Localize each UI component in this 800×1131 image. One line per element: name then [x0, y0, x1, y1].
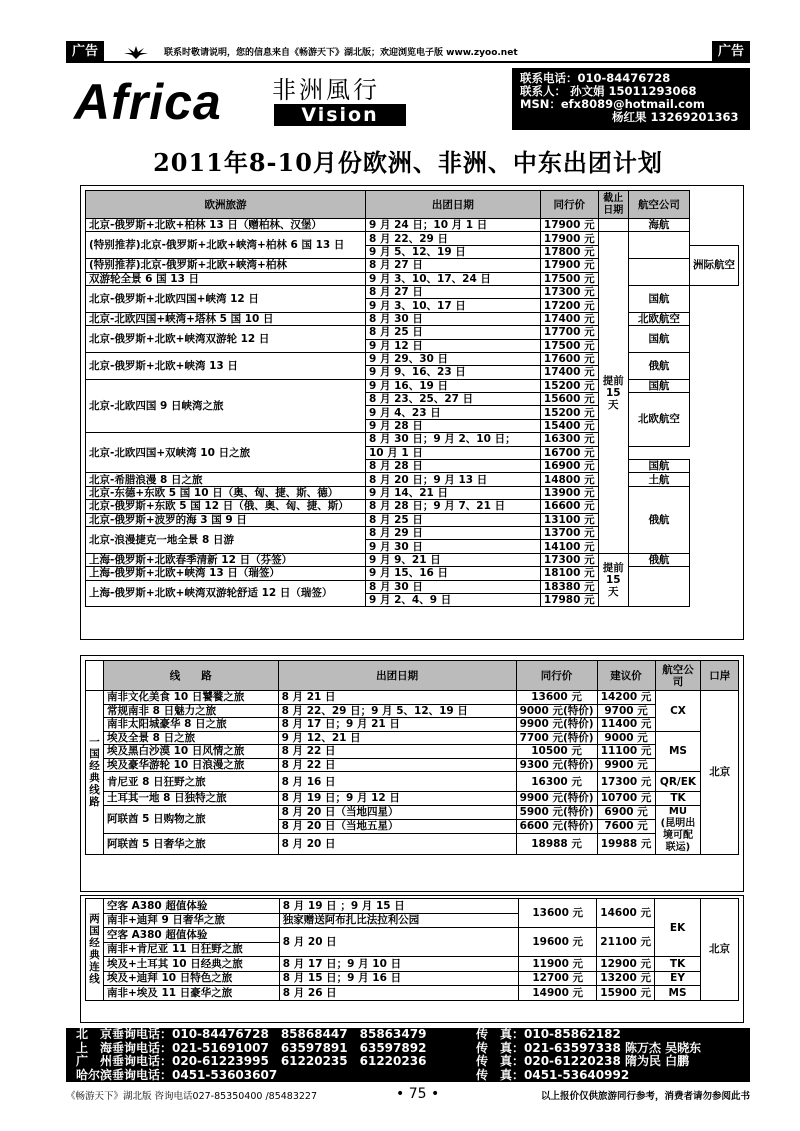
footer-left-text: 《畅游天下》湖北版 咨询电话027-85350400 /85483227: [66, 1091, 318, 1102]
price-cell: 18380 元: [540, 580, 598, 593]
europe-table: [85, 190, 739, 607]
page-footer: [66, 1086, 750, 1102]
hotline-row: [76, 1069, 740, 1083]
hotline-phone: 哈尔滨垂询电话：0451-53603607: [76, 1067, 278, 1082]
suggested-price-cell: 9700 元: [597, 704, 655, 718]
date-cell: 8 月 28 日: [366, 460, 541, 473]
price-cell: 15200 元: [540, 406, 598, 419]
table-row: [86, 486, 739, 499]
table-row: [86, 232, 739, 245]
table-row: [86, 567, 739, 580]
date-cell: 9 月 15、16 日: [366, 567, 541, 580]
route-cell: 埃及黑白沙漠 10 日风情之旅: [103, 745, 278, 759]
airline-cell: [628, 567, 689, 607]
africa-logo-text: Africa: [74, 74, 222, 130]
price-cell: 16900 元: [540, 460, 598, 473]
table-row: [86, 285, 739, 298]
hotline-bar: [66, 1028, 750, 1082]
route-cell: 上海-俄罗斯+北欧+峡湾双游轮舒适 12 日（瑞签）: [86, 580, 366, 607]
price-cell: 14900 元: [519, 986, 597, 1001]
date-cell: 8 月 22、29 日；9 月 5、12、19 日: [278, 704, 516, 718]
hotline-fax: 传 真：010-85862182: [476, 1027, 621, 1041]
hotline-row: [76, 1042, 740, 1056]
date-cell: 8 月 26 日: [279, 986, 518, 1001]
date-cell: 8 月 29 日: [366, 526, 541, 539]
price-cell: 14800 元: [540, 473, 598, 486]
table-row: [86, 219, 739, 232]
price-cell: 16300 元: [540, 433, 598, 446]
contact-line: 联系电话：010-84476728: [520, 71, 671, 85]
table-row: [86, 986, 739, 1001]
col-header: 同行价: [540, 191, 598, 219]
route-cell: 空客 A380 超值体验: [103, 899, 279, 914]
date-cell: 9 月 9、21 日: [366, 553, 541, 566]
table-row: [86, 352, 739, 365]
hotline-fax: 传 真：020-61220238 隋为民 白鹏: [476, 1054, 690, 1068]
airline-cell: 土航: [628, 473, 689, 486]
airline-cell: 北欧航空: [628, 312, 689, 325]
airline-cell: MS: [655, 986, 701, 1001]
table-row: [86, 731, 739, 745]
airline-cell: 海航: [628, 219, 689, 232]
contact-line: MSN：efx8089@hotmail.com: [520, 97, 705, 111]
table-row: [86, 758, 739, 772]
table-row: [86, 971, 739, 986]
europe-table-frame: [80, 185, 744, 640]
route-cell: 南非+迪拜 9 日奢华之旅: [103, 913, 279, 928]
airline-cell: EK: [655, 899, 701, 957]
price-cell: 17900 元: [540, 219, 598, 232]
col-header: 欧洲旅游: [86, 191, 366, 219]
airline-cell: TK: [655, 792, 701, 806]
hotline-phone: 广 州垂询电话：020-61223995 61220235 61220236: [76, 1054, 427, 1068]
airline-cell: [628, 232, 689, 259]
suggested-price-cell: 11100 元: [597, 745, 655, 759]
route-cell: 南非+埃及 11 日豪华之旅: [103, 986, 279, 1001]
price-cell: 13700 元: [540, 526, 598, 539]
suggested-price-cell: 14600 元: [597, 899, 655, 928]
hotline-phone: 上 海垂询电话：021-51691007 63597891 63597892: [76, 1040, 427, 1055]
col-header: 航空公司: [655, 661, 701, 691]
route-cell: (特别推荐)北京-俄罗斯+北欧+峡湾+柏林 6 国 13 日: [86, 232, 366, 259]
table-row: [86, 772, 739, 792]
hotline-row: [76, 1055, 740, 1069]
date-cell: 9 月 12、21 日: [278, 731, 516, 745]
route-cell: 北京-浪漫捷克一地全景 8 日游: [86, 526, 366, 553]
top-banner-strip: [66, 41, 750, 63]
category-label: 一国经典线路: [86, 691, 104, 855]
price-cell: 6600 元(特价): [516, 819, 597, 833]
contact-line: 联系人： 孙文娟 15011293068: [520, 84, 697, 98]
africa-table-frame: [80, 655, 744, 892]
date-cell: 8 月 25 日: [366, 326, 541, 339]
date-cell: 8 月 27 日: [366, 259, 541, 272]
table-row: [86, 473, 739, 486]
col-header: 建议价: [597, 661, 655, 691]
table-row: [86, 833, 739, 854]
airline-cell: MU (昆明出境可配联运): [655, 805, 701, 854]
date-cell: 8 月 21 日: [278, 691, 516, 705]
suggested-price-cell: 10700 元: [597, 792, 655, 806]
date-cell: 9 月 30 日: [366, 540, 541, 553]
route-cell: 常规南非 8 日魅力之旅: [103, 704, 278, 718]
date-cell: 9 月 9、16、23 日: [366, 366, 541, 379]
suggested-price-cell: 12900 元: [597, 957, 655, 972]
date-cell: 8 月 17 日；9 月 21 日: [278, 718, 516, 732]
airline-cell: 洲际航空: [690, 245, 739, 285]
table-row: [86, 957, 739, 972]
route-cell: 阿联酋 5 日奢华之旅: [103, 833, 278, 854]
price-cell: 17300 元: [540, 553, 598, 566]
price-cell: 17900 元: [540, 259, 598, 272]
price-cell: 19600 元: [519, 928, 597, 957]
price-cell: 18988 元: [516, 833, 597, 854]
route-cell: 南非太阳城豪华 8 日之旅: [103, 718, 278, 732]
route-cell: 双游轮全景 6 国 13 日: [86, 272, 366, 285]
hotline-fax: 传 真：0451-53640992: [476, 1067, 630, 1082]
suggested-price-cell: 11400 元: [597, 718, 655, 732]
airline-cell: 俄航: [628, 553, 689, 566]
date-cell: 10 月 1 日: [366, 446, 541, 459]
col-header: 出团日期: [366, 191, 541, 219]
price-cell: 17400 元: [540, 312, 598, 325]
port-cell: 北京: [701, 899, 739, 1001]
price-cell: 17600 元: [540, 352, 598, 365]
date-cell: 8 月 22、29 日: [366, 232, 541, 245]
price-cell: 5900 元(特价): [516, 805, 597, 819]
date-cell: 9 月 14、21 日: [366, 486, 541, 499]
date-cell: 9 月 3、10、17 日: [366, 299, 541, 312]
airline-cell: 国航: [628, 460, 689, 473]
airline-cell: EY: [655, 971, 701, 986]
price-cell: 17400 元: [540, 366, 598, 379]
price-cell: 16300 元: [516, 772, 597, 792]
route-cell: 北京-北欧四国+峡湾+塔林 5 国 10 日: [86, 312, 366, 325]
africa-vision-ad: [66, 68, 750, 132]
table-row: [86, 312, 739, 325]
route-cell: (特别推荐)北京-俄罗斯+北欧+峡湾+柏林: [86, 259, 366, 272]
hotline-fax: 传 真：021-63597338 陈万杰 吴晓东: [476, 1040, 702, 1055]
route-cell: 埃及+土耳其 10 日经典之旅: [103, 957, 279, 972]
date-cell: 8 月 20 日（当地四星）: [278, 805, 516, 819]
date-cell: 8 月 22 日: [278, 745, 516, 759]
vision-logo-text: Vision: [274, 104, 406, 126]
route-cell: 北京-俄罗斯+波罗的海 3 国 9 日: [86, 513, 366, 526]
date-cell: 9 月 12 日: [366, 339, 541, 352]
date-note-cell: 独家赠送阿布扎比法拉利公园: [279, 913, 518, 928]
suggested-price-cell: 13200 元: [597, 971, 655, 986]
date-cell: 9 月 28 日: [366, 419, 541, 432]
brand-chinese-name: 非洲風行: [272, 76, 380, 104]
price-cell: 9300 元(特价): [516, 758, 597, 772]
table-row: [86, 792, 739, 806]
airline-cell: 国航: [628, 379, 689, 392]
price-cell: 17200 元: [540, 299, 598, 312]
table-row: [86, 326, 739, 339]
table-row: [86, 928, 739, 943]
table-row: [86, 718, 739, 732]
route-cell: 上海-俄罗斯+北欧春季清新 12 日（芬签）: [86, 553, 366, 566]
ad-tag-right: 广告: [712, 41, 750, 63]
ad-tag-left: 广告: [66, 41, 104, 63]
price-cell: 12700 元: [519, 971, 597, 986]
table-row: [86, 805, 739, 819]
table-row: [86, 259, 739, 272]
route-cell: 北京-希腊浪漫 8 日之旅: [86, 473, 366, 486]
airline-cell: 俄航: [628, 352, 689, 379]
route-cell: 埃及+迪拜 10 日特色之旅: [103, 971, 279, 986]
price-cell: 9900 元(特价): [516, 718, 597, 732]
date-cell: 9 月 3、10、17、24 日: [366, 272, 541, 285]
contact-box: [512, 68, 750, 130]
airline-cell: 国航: [628, 326, 689, 353]
hotline-phone: 北 京垂询电话：010-84476728 85868447 85863479: [76, 1027, 427, 1041]
date-cell: 8 月 23、25、27 日: [366, 393, 541, 406]
price-cell: 17980 元: [540, 593, 598, 606]
table-row: [86, 553, 739, 566]
route-cell: 土耳其一地 8 日独特之旅: [103, 792, 278, 806]
table-row: [86, 704, 739, 718]
date-cell: 9 月 2、4、9 日: [366, 593, 541, 606]
price-cell: 11900 元: [519, 957, 597, 972]
date-cell: 8 月 25 日: [366, 513, 541, 526]
table-row: [86, 691, 739, 705]
price-cell: 17500 元: [540, 272, 598, 285]
route-cell: 肯尼亚 8 日狂野之旅: [103, 772, 278, 792]
price-cell: 18100 元: [540, 567, 598, 580]
route-cell: 北京-俄罗斯+北欧+柏林 13 日（赠柏林、汉堡）: [86, 219, 366, 232]
date-cell: 8 月 19 日 ；9 月 15 日: [279, 899, 518, 914]
date-cell: 8 月 20 日（当地五星）: [278, 819, 516, 833]
price-cell: 13600 元: [516, 691, 597, 705]
date-cell: 8 月 27 日: [366, 285, 541, 298]
category-label: 两国经典连线: [86, 899, 104, 1001]
route-cell: 南非+肯尼亚 11 日狂野之旅: [103, 942, 279, 957]
price-cell: 16600 元: [540, 500, 598, 513]
suggested-price-cell: 19988 元: [597, 833, 655, 854]
page-number: • 75 •: [396, 1086, 440, 1102]
col-header: 线 路: [103, 661, 278, 691]
col-header: 航空公司: [628, 191, 689, 219]
table-row: [86, 899, 739, 914]
route-cell: 北京-俄罗斯+北欧四国+峡湾 12 日: [86, 285, 366, 312]
contact-line: 杨红果 13269201363: [612, 110, 739, 124]
route-cell: 埃及全景 8 日之旅: [103, 731, 278, 745]
price-cell: 16700 元: [540, 446, 598, 459]
date-cell: 8 月 20 日: [278, 833, 516, 854]
price-cell: 10500 元: [516, 745, 597, 759]
route-cell: 上海-俄罗斯+北欧+峡湾 13 日（瑞签）: [86, 567, 366, 580]
price-cell: 9900 元(特价): [516, 792, 597, 806]
date-cell: 8 月 30 日: [366, 312, 541, 325]
route-cell: 埃及豪华游轮 10 日浪漫之旅: [103, 758, 278, 772]
route-cell: 北京-北欧四国+双峡湾 10 日之旅: [86, 433, 366, 473]
date-cell: 8 月 19 日；9 月 12 日: [278, 792, 516, 806]
africa-table: [85, 660, 739, 855]
airline-cell: 俄航: [628, 486, 689, 553]
date-cell: 9 月 16、19 日: [366, 379, 541, 392]
airline-cell: 国航: [628, 285, 689, 312]
deadline-cell: 提前15天: [598, 553, 628, 607]
suggested-price-cell: 6900 元: [597, 805, 655, 819]
route-cell: 南非文化美食 10 日饕餮之旅: [103, 691, 278, 705]
table-row: [86, 379, 739, 392]
col-header: 同行价: [516, 661, 597, 691]
date-cell: 9 月 29、30 日: [366, 352, 541, 365]
price-cell: 17800 元: [540, 245, 598, 258]
table-row: [86, 745, 739, 759]
col-header: 口岸: [701, 661, 739, 691]
price-cell: 13900 元: [540, 486, 598, 499]
airline-cell: CX: [655, 691, 701, 732]
date-cell: 8 月 30 日: [366, 580, 541, 593]
publication-logo-icon: [114, 44, 158, 60]
price-cell: 17900 元: [540, 232, 598, 245]
airline-cell: MS: [655, 731, 701, 772]
two-country-table: [85, 898, 739, 1001]
route-cell: 北京-俄罗斯+东欧 5 国 12 日（俄、奥、匈、捷、斯）: [86, 500, 366, 513]
route-cell: 北京-东德+东欧 5 国 10 日（奥、匈、捷、斯、德）: [86, 486, 366, 499]
price-cell: 17500 元: [540, 339, 598, 352]
airline-cell: QR/EK: [655, 772, 701, 792]
price-cell: 15400 元: [540, 419, 598, 432]
suggested-price-cell: 7600 元: [597, 819, 655, 833]
date-cell: 8 月 20 日；9 月 13 日: [366, 473, 541, 486]
date-cell: 8 月 28 日；9 月 7、21 日: [366, 500, 541, 513]
suggested-price-cell: 17300 元: [597, 772, 655, 792]
price-cell: 9000 元(特价): [516, 704, 597, 718]
date-cell: 8 月 20 日: [279, 928, 518, 957]
route-cell: 北京-俄罗斯+北欧+峡湾双游轮 12 日: [86, 326, 366, 353]
route-cell: 北京-俄罗斯+北欧+峡湾 13 日: [86, 352, 366, 379]
date-cell: 8 月 16 日: [278, 772, 516, 792]
date-cell: 9 月 5、12、19 日: [366, 245, 541, 258]
date-cell: 8 月 30 日；9 月 2、10 日；: [366, 433, 541, 446]
date-cell: 8 月 17 日；9 月 10 日: [279, 957, 518, 972]
price-cell: 13600 元: [519, 899, 597, 928]
footer-disclaimer: 以上报价仅供旅游同行参考，消费者请勿参阅此书: [540, 1091, 750, 1102]
deadline-cell: 提前15天: [598, 232, 628, 553]
airline-cell: 北欧航空: [628, 393, 689, 447]
top-notice-text: 联系时敬请说明，您的信息来自《畅游天下》湖北版；欢迎浏览电子版 www.zyoo.net: [164, 48, 518, 58]
route-cell: 北京-北欧四国 9 日峡湾之旅: [86, 379, 366, 433]
price-cell: 17700 元: [540, 326, 598, 339]
col-header: 截止日期: [598, 191, 628, 219]
route-cell: 空客 A380 超值体验: [103, 928, 279, 943]
route-cell: 阿联酋 5 日购物之旅: [103, 805, 278, 833]
table-row: [86, 272, 739, 285]
suggested-price-cell: 21100 元: [597, 928, 655, 957]
hotline-row: [76, 1028, 740, 1042]
suggested-price-cell: 9000 元: [597, 731, 655, 745]
price-cell: 15200 元: [540, 379, 598, 392]
date-cell: 9 月 4、23 日: [366, 406, 541, 419]
suggested-price-cell: 9900 元: [597, 758, 655, 772]
suggested-price-cell: 15900 元: [597, 986, 655, 1001]
suggested-price-cell: 14200 元: [597, 691, 655, 705]
col-header: 出团日期: [278, 661, 516, 691]
price-cell: 15600 元: [540, 393, 598, 406]
airline-cell: TK: [655, 957, 701, 972]
price-cell: 14100 元: [540, 540, 598, 553]
port-cell: 北京: [701, 691, 739, 855]
date-cell: 8 月 15 日；9 月 16 日: [279, 971, 518, 986]
price-cell: 17300 元: [540, 285, 598, 298]
date-cell: 8 月 22 日: [278, 758, 516, 772]
price-cell: 7700 元(特价): [516, 731, 597, 745]
date-cell: 9 月 24 日；10 月 1 日: [366, 219, 541, 232]
two-country-table-frame: [80, 895, 744, 1023]
page-title: 2011年8-10月份欧洲、非洲、中东出团计划: [153, 148, 663, 177]
price-cell: 13100 元: [540, 513, 598, 526]
